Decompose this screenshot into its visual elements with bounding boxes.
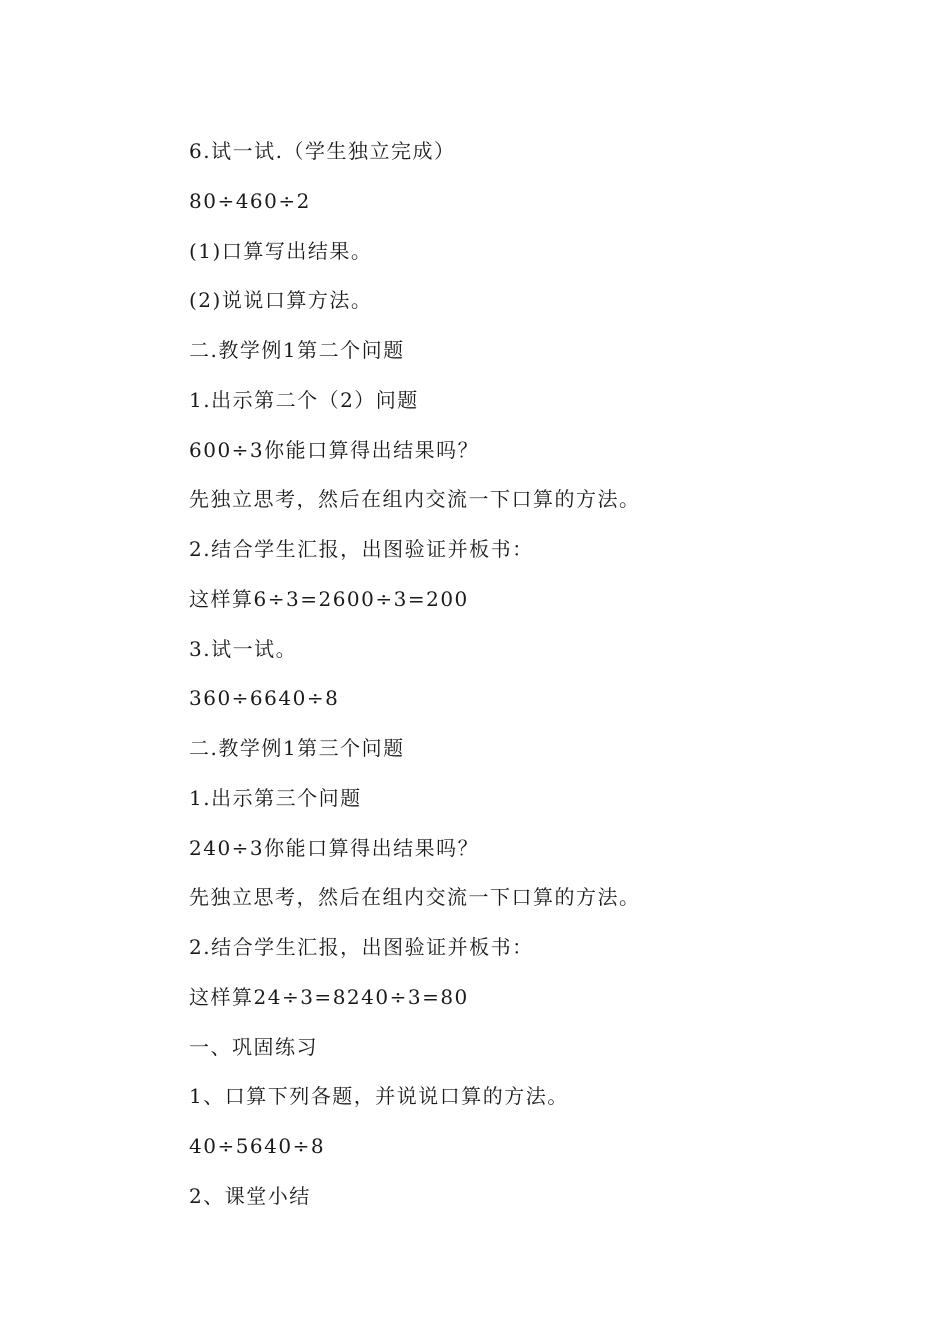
text-line: 240÷3你能口算得出结果吗？	[189, 836, 480, 860]
text-line: 2.结合学生汇报，出图验证并板书：	[189, 537, 534, 561]
text-line: 3.试一试。	[189, 637, 298, 661]
section-heading: 二.教学例1第二个问题	[189, 338, 405, 362]
section-heading: 一、巩固练习	[189, 1035, 318, 1059]
text-line: 这样算6÷3=2600÷3=200	[189, 587, 469, 611]
text-line: 先独立思考，然后在组内交流一下口算的方法。	[189, 885, 641, 909]
text-line: 这样算24÷3=8240÷3=80	[189, 985, 469, 1009]
text-line: 1.出示第三个问题	[189, 786, 362, 810]
text-line: (2)说说口算方法。	[189, 288, 373, 312]
text-line: 6.试一试.（学生独立完成）	[189, 139, 456, 163]
text-line: 1、口算下列各题，并说说口算的方法。	[189, 1084, 569, 1108]
text-line: 600÷3你能口算得出结果吗？	[189, 438, 480, 462]
section-heading: 二.教学例1第三个问题	[189, 736, 405, 760]
text-line: (1)口算写出结果。	[189, 239, 373, 263]
text-line: 80÷460÷2	[189, 189, 311, 213]
text-line: 40÷5640÷8	[189, 1134, 326, 1158]
text-line: 先独立思考，然后在组内交流一下口算的方法。	[189, 487, 641, 511]
text-line: 2.结合学生汇报，出图验证并板书：	[189, 935, 534, 959]
text-line: 1.出示第二个（2）问题	[189, 388, 419, 412]
text-line: 360÷6640÷8	[189, 686, 340, 710]
text-line: 2、课堂小结	[189, 1184, 311, 1208]
